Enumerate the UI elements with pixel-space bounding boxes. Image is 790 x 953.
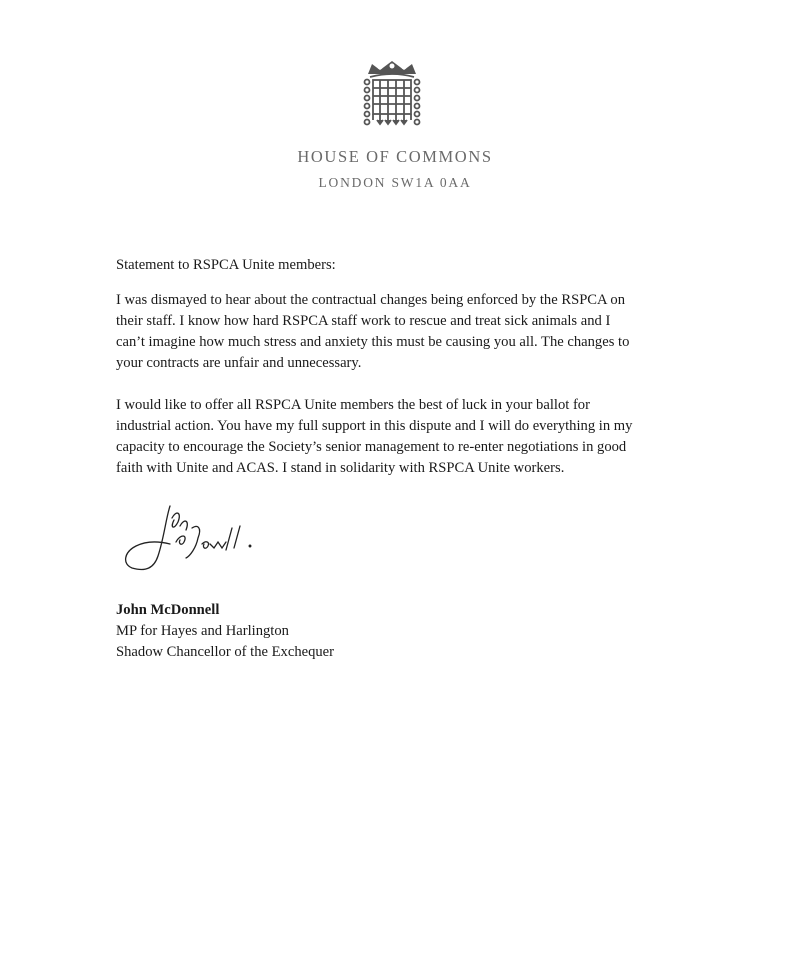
- paragraph-line: their staff. I know how hard RSPCA staff work to rescue and treat sick animals and I: [116, 313, 611, 329]
- signatory-role: MP for Hayes and Harlington: [116, 623, 289, 639]
- letterhead-house-name: HOUSE OF COMMONS: [297, 147, 493, 166]
- paragraph-line: your contracts are unfair and unnecessary.: [116, 355, 362, 371]
- handwritten-signature: [118, 498, 288, 578]
- signatory-role: Shadow Chancellor of the Exchequer: [116, 644, 335, 660]
- signature-block: [116, 600, 334, 663]
- portcullis-emblem-icon: [358, 58, 426, 132]
- signatory-name: John McDonnell: [116, 602, 220, 618]
- paragraph-line: capacity to encourage the Society’s senior management to re-enter negotiations in good: [116, 439, 627, 455]
- paragraph-line: I was dismayed to hear about the contractual changes being enforced by the RSPCA on: [116, 292, 626, 308]
- paragraph-line: industrial action. You have my full support in this dispute and I will do everything in my: [116, 418, 633, 434]
- paragraph-1: [116, 290, 629, 374]
- letterhead-address: LONDON SW1A 0AA: [318, 175, 472, 190]
- paragraph-line: can’t imagine how much stress and anxiety this must be causing you all. The changes to: [116, 334, 630, 350]
- paragraph-2: [116, 395, 632, 479]
- paragraph-line: I would like to offer all RSPCA Unite members the best of luck in your ballot for: [116, 397, 590, 413]
- paragraph-line: faith with Unite and ACAS. I stand in solidarity with RSPCA Unite workers.: [116, 460, 565, 476]
- salutation: Statement to RSPCA Unite members:: [116, 257, 336, 273]
